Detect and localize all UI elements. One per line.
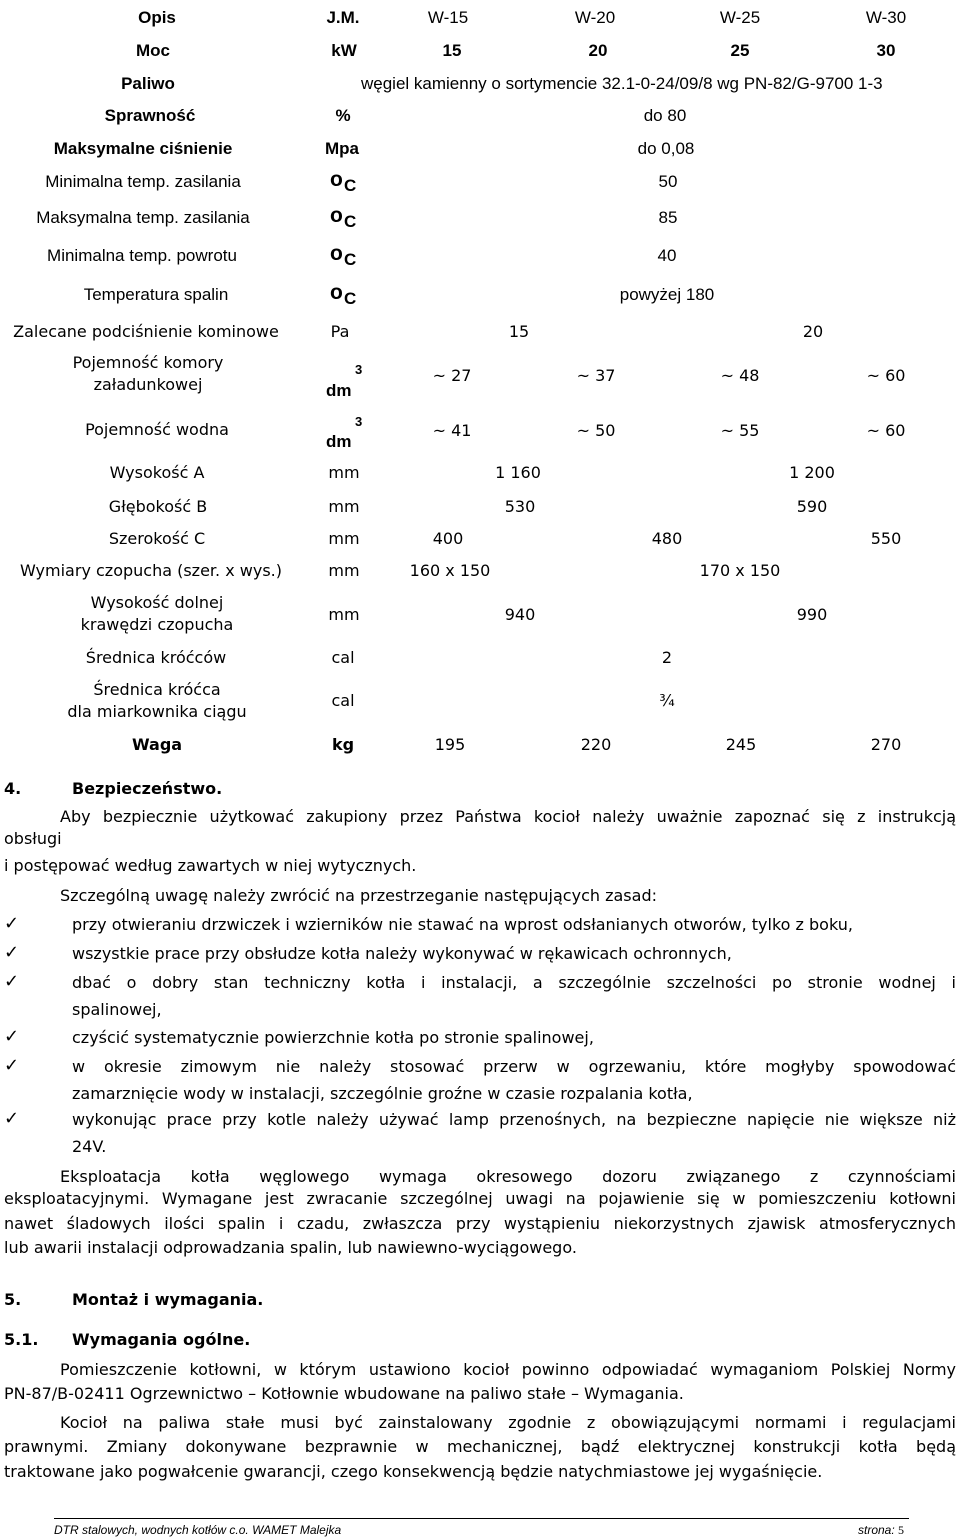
- row-unit-height-a: mm: [328, 463, 360, 482]
- footer-page-number: 5: [898, 1523, 905, 1537]
- row-value: 15: [442, 41, 462, 60]
- row-value: ~ 60: [866, 366, 906, 385]
- check-icon: ✓: [4, 1108, 20, 1129]
- row-value: ~ 55: [720, 421, 760, 440]
- row-unit-draught: Pa: [330, 322, 350, 341]
- row-label-width-c: Szerokość C: [108, 529, 206, 548]
- row-value: ~ 41: [432, 421, 472, 440]
- row-value: 480: [651, 529, 683, 548]
- row-value-efficiency: do 80: [643, 106, 687, 125]
- check-icon: ✓: [4, 971, 20, 992]
- row-value: ~ 27: [432, 366, 472, 385]
- paragraph-line: Kocioł na paliwa stałe musi być zainstalowany zgodnie z obowiązującymi normami i regulacjami: [60, 1413, 956, 1432]
- row-label-water: Pojemność wodna: [85, 420, 229, 439]
- row-unit-flue-dims: mm: [328, 561, 360, 580]
- list-item: wszystkie prace przy obsłudze kotła należy wykonywać w rękawicach ochronnych,: [72, 944, 732, 963]
- row-label-weight: Waga: [131, 735, 183, 754]
- row-value: 160 x 150: [409, 561, 491, 580]
- header-model: W-25: [719, 8, 761, 27]
- paragraph-line: i postępować według zawartych w niej wytycznych.: [4, 856, 417, 875]
- unit-degree-c: C: [344, 250, 357, 269]
- row-unit-chamber: dm: [326, 381, 352, 400]
- row-unit-stub-diameter: cal: [331, 648, 355, 667]
- row-value: 990: [796, 605, 828, 624]
- row-value: 550: [870, 529, 902, 548]
- paragraph-line: traktowane jako pogwałcenie gwarancji, czego konsekwencją będzie natychmiastowe jej wygaśnięcie.: [4, 1462, 823, 1481]
- paragraph-line: Pomieszczenie kotłowni, w którym ustawiono kocioł powinno odpowiadać wymaganiom Polskiej Normy: [60, 1360, 956, 1379]
- unit-degree-o: o: [330, 281, 343, 304]
- row-value: 1 160: [495, 463, 541, 482]
- header-unit: J.M.: [326, 8, 360, 27]
- footer-page-label: strona:: [858, 1523, 895, 1537]
- row-label-chamber: załadunkowej: [93, 375, 203, 394]
- row-unit-weight: kg: [331, 735, 355, 754]
- footer-rule: [54, 1518, 909, 1519]
- list-item: przy otwieraniu drzwiczek i wzierników nie stawać na wprost odsłanianych otworów, tylko z boku,: [72, 915, 853, 934]
- row-unit-max-pressure: Mpa: [325, 139, 359, 158]
- row-label-flue-dims: Wymiary czopucha (szer. x wys.): [20, 561, 282, 580]
- row-value-regulator-stub: ¾: [659, 691, 675, 710]
- list-item: czyścić systematycznie powierzchnie kotła po stronie spalinowej,: [72, 1028, 594, 1047]
- list-item: w okresie zimowym nie należy stosować przerw w ogrzewaniu, które mogłyby spowodować: [72, 1057, 956, 1076]
- row-value: ~ 37: [576, 366, 616, 385]
- row-value: 195: [434, 735, 466, 754]
- row-value: 30: [876, 41, 896, 60]
- unit-degree-o: o: [330, 204, 343, 227]
- row-value: 530: [504, 497, 536, 516]
- row-unit-width-c: mm: [328, 529, 360, 548]
- paragraph-line: Szczególną uwagę należy zwrócić na przestrzeganie następujących zasad:: [60, 886, 657, 905]
- row-label-min-return: Minimalna temp. powrotu: [47, 246, 237, 265]
- paragraph-line: Eksploatacja kotła węglowego wymaga okresowego dozoru związanego z czynnościami: [60, 1167, 956, 1186]
- row-label-flue-height: Wysokość dolnej: [90, 593, 224, 612]
- unit-degree-c: C: [344, 212, 357, 231]
- row-label-regulator-stub: dla miarkownika ciągu: [67, 702, 247, 721]
- check-icon: ✓: [4, 913, 20, 934]
- row-value: ~ 48: [720, 366, 760, 385]
- row-label-depth-b: Głębokość B: [108, 497, 208, 516]
- row-value: ~ 50: [576, 421, 616, 440]
- row-label-stub-diameter: Średnica króćców: [85, 648, 227, 667]
- check-icon: ✓: [4, 1026, 20, 1047]
- header-model: W-30: [865, 8, 907, 27]
- header-model: W-15: [427, 8, 469, 27]
- row-value: ~ 60: [866, 421, 906, 440]
- paragraph-line: prawnymi. Zmiany dokonywane bezprawnie w mechanicznej, bądź elektrycznej konstrukcji kotła będą: [4, 1437, 956, 1456]
- row-value-stub-diameter: 2: [661, 648, 673, 667]
- row-value: 940: [504, 605, 536, 624]
- row-label-height-a: Wysokość A: [109, 463, 205, 482]
- paragraph-line: Aby bezpiecznie użytkować zakupiony przez Państwa kocioł należy uważnie zapoznać się z instrukcją: [60, 807, 956, 826]
- row-value-flue-gas: powyżej 180: [619, 285, 715, 304]
- row-label-max-supply: Maksymalna temp. zasilania: [36, 208, 250, 227]
- row-unit-water: dm: [326, 432, 352, 451]
- row-label-regulator-stub: Średnica króćca: [93, 680, 221, 699]
- unit-degree-c: C: [344, 289, 357, 308]
- row-value: 245: [725, 735, 757, 754]
- footer-doc-title: DTR stalowych, wodnych kotłów c.o. WAMET Malejka: [54, 1523, 342, 1537]
- row-value-max-pressure: do 0,08: [637, 139, 695, 158]
- section-number: 5.: [4, 1290, 22, 1309]
- row-unit-efficiency: %: [335, 106, 351, 125]
- paragraph-line: eksploatacyjnymi. Wymagane jest zwracanie szczególnej uwagi na pojawienie się w pomieszczeniu kotłowni: [4, 1189, 956, 1208]
- row-label-power: Moc: [136, 41, 170, 60]
- paragraph-line: lub awarii instalacji odprowadzania spalin, lub nawiewno-wyciągowego.: [4, 1238, 577, 1257]
- list-item-continued: zamarznięcie wody w instalacji, szczególnie groźne w czasie rozpalania kotła,: [72, 1084, 693, 1103]
- row-unit-regulator-stub: cal: [331, 691, 355, 710]
- row-label-chamber: Pojemność komory: [72, 353, 224, 372]
- row-label-min-supply: Minimalna temp. zasilania: [45, 172, 241, 191]
- section-number: 4.: [4, 779, 22, 798]
- unit-degree-o: o: [330, 242, 343, 265]
- unit-exponent: 3: [355, 362, 363, 377]
- header-model: W-20: [574, 8, 616, 27]
- paragraph-line: PN-87/B-02411 Ogrzewnictwo – Kotłownie wbudowane na paliwo stałe – Wymagania.: [4, 1384, 684, 1403]
- list-item-continued: 24V.: [72, 1137, 107, 1156]
- section-title: Montaż i wymagania.: [72, 1290, 264, 1309]
- row-value: 25: [730, 41, 750, 60]
- list-item: wykonując prace przy kotle należy używać lamp przenośnych, na bezpieczne napięcie nie większe niż: [72, 1110, 956, 1129]
- row-value-max-supply: 85: [658, 208, 678, 227]
- row-label-fuel: Paliwo: [121, 74, 175, 93]
- subsection-number: 5.1.: [4, 1330, 39, 1349]
- row-label-max-pressure: Maksymalne ciśnienie: [53, 139, 233, 158]
- check-icon: ✓: [4, 1055, 20, 1076]
- row-label-efficiency: Sprawność: [104, 106, 196, 125]
- row-value: 1 200: [789, 463, 835, 482]
- paragraph-line: obsługi: [4, 829, 62, 848]
- row-label-draught: Zalecane podciśnienie kominowe: [13, 322, 279, 341]
- row-value: 590: [796, 497, 828, 516]
- row-value-fuel: węgiel kamienny o sortymencie 32.1-0-24/09/8 wg PN-82/G-9700 1-3: [361, 74, 883, 93]
- row-value: 20: [588, 41, 608, 60]
- row-value: 15: [508, 322, 530, 341]
- paragraph-line: nawet śladowych ilości spalin i czadu, zwłaszcza przy wystąpieniu niekorzystnych zjawisk atmosferycznych: [4, 1214, 956, 1233]
- row-value: 170 x 150: [699, 561, 781, 580]
- row-unit-power: kW: [331, 41, 357, 60]
- list-item: dbać o dobry stan techniczny kotła i instalacji, a szczególnie szczelności po stronie wodnej i: [72, 973, 956, 992]
- row-value: 400: [432, 529, 464, 548]
- row-value-min-supply: 50: [658, 172, 678, 191]
- row-label-flue-gas: Temperatura spalin: [83, 285, 229, 304]
- row-unit-flue-height: mm: [328, 605, 360, 624]
- row-value: 220: [580, 735, 612, 754]
- check-icon: ✓: [4, 942, 20, 963]
- row-label-flue-height: krawędzi czopucha: [80, 615, 234, 634]
- list-item-continued: spalinowej,: [72, 1000, 162, 1019]
- row-unit-depth-b: mm: [328, 497, 360, 516]
- section-title: Bezpieczeństwo.: [72, 779, 223, 798]
- unit-exponent: 3: [355, 414, 363, 429]
- footer-page: [858, 1523, 904, 1538]
- row-value-min-return: 40: [657, 246, 677, 265]
- row-value: 20: [802, 322, 824, 341]
- header-label: Opis: [138, 8, 176, 27]
- row-value: 270: [870, 735, 902, 754]
- unit-degree-o: o: [330, 168, 343, 191]
- subsection-title: Wymagania ogólne.: [72, 1330, 251, 1349]
- unit-degree-c: C: [344, 176, 357, 195]
